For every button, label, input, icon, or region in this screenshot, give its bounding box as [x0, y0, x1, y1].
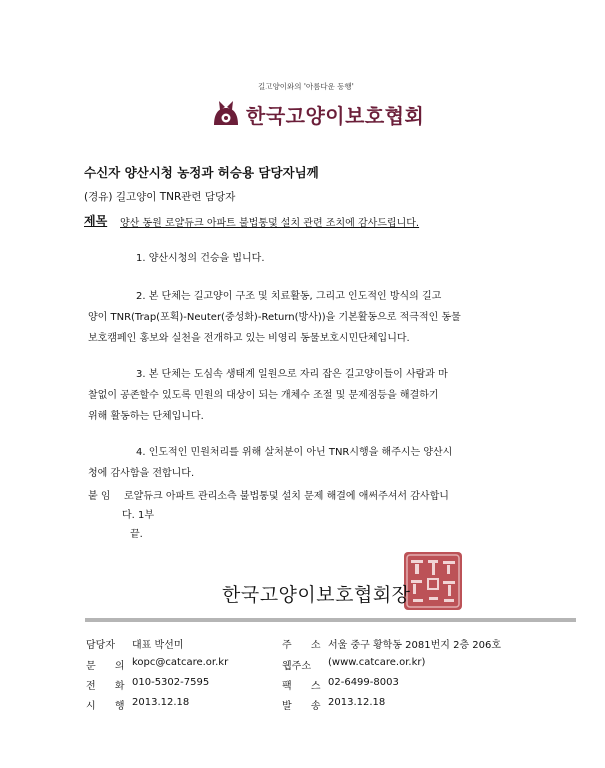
footer-label-phone: 전 화 [86, 681, 133, 692]
subject-label: 제목 [84, 214, 108, 228]
paragraph-4-line: 청에 감사함을 전합니다. [88, 468, 195, 479]
footer-label-inquiry: 문 의 [86, 661, 133, 672]
footer-label-fax: 팩 스 [282, 681, 329, 692]
paragraph-3-line: 3. 본 단체는 도심속 생태계 일원으로 자리 잡은 길고양이들이 사람과 마 [136, 369, 448, 380]
footer-label-address: 주 소 [282, 640, 329, 651]
paragraph-3-line: 위해 활동하는 단체입니다. [88, 411, 204, 422]
end-mark: 끝. [130, 529, 143, 540]
footer-value-phone: 010-5302-7595 [132, 677, 210, 688]
footer-value-manager: 대표 박선미 [132, 640, 184, 651]
footer-label-manager: 담당자 [86, 640, 115, 651]
attachment-continued: 다. 1부 [122, 510, 155, 521]
paragraph-2-line: 양이 TNR(Trap(포획)-Neuter(중성화)-Return(방사))을 기본활동으로 적극적인 동물 [88, 312, 461, 323]
org-logo-text: 한국고양이보호협회 [246, 104, 425, 128]
cat-logo-icon [211, 99, 241, 127]
footer-value-email: kopc@catcare.or.kr [132, 657, 229, 668]
paragraph-1: 1. 양산시청의 건승을 빕니다. [136, 253, 265, 264]
header-tagline: 길고양이와의 '아름다운 동행' [258, 82, 354, 91]
footer-value-fax: 02-6499-8003 [328, 677, 399, 688]
footer-label-dispatch: 발 송 [282, 701, 329, 712]
paragraph-3-line: 찰없이 공존할수 있도록 민원의 대상이 되는 개체수 조절 및 문제점등을 해결하기 [88, 390, 439, 401]
sender-signature-line: 한국고양이보호협회장 [222, 584, 411, 606]
footer-label-enforcement: 시 행 [86, 701, 133, 712]
footer-value-address: 서울 중구 황학동 2081번지 2층 206호 [328, 640, 502, 651]
footer-divider [85, 618, 576, 622]
subject-text: 양산 동원 로얄듀크 아파트 불법통덫 설치 관련 조치에 감사드립니다. [120, 218, 420, 229]
footer-label-web: 웹주소 [282, 661, 311, 672]
paragraph-2-line: 보호캠페인 홍보와 실천을 전개하고 있는 비영리 동물보호시민단체입니다. [88, 333, 410, 344]
footer-value-enforcement-date: 2013.12.18 [132, 697, 190, 708]
via-line: (경유) 길고양이 TNR관련 담당자 [84, 191, 236, 203]
paragraph-4-line: 4. 인도적인 민원처리를 위해 살처분이 아닌 TNR시행을 해주시는 양산시 [136, 447, 453, 458]
paragraph-2-line: 2. 본 단체는 길고양이 구조 및 치료활동, 그리고 인도적인 방식의 길고 [136, 291, 442, 302]
recipient-line: 수신자 양산시청 농정과 허승용 담당자님께 [84, 165, 319, 180]
footer-value-web: (www.catcare.or.kr) [328, 657, 426, 668]
footer-value-dispatch-date: 2013.12.18 [328, 697, 386, 708]
attachment-text: 로얄듀크 아파트 관리소측 불법통덫 설치 문제 해결에 애써주셔서 감사합니 [124, 491, 449, 502]
attachment-label: 붙 임 [88, 491, 111, 502]
